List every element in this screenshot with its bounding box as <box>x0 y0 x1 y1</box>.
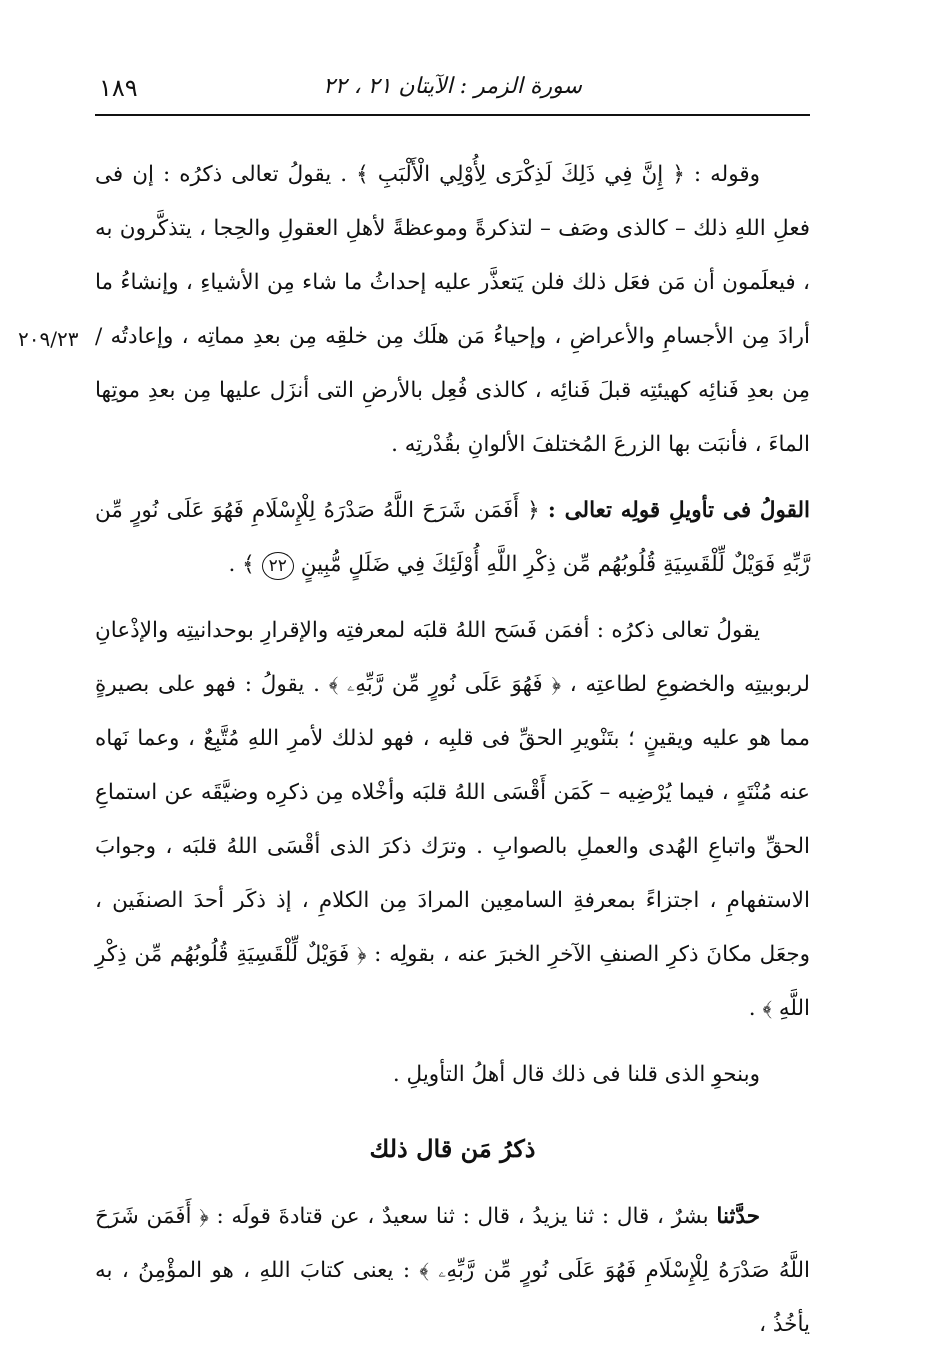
tafsir-heading-lead: القولُ فى تأويلِ قولِه تعالى : <box>547 498 810 523</box>
isnad-lead: حدَّثنا <box>716 1204 760 1229</box>
paragraph-4: وبنحوِ الذى قلنا فى ذلك قال أهلُ التأويلِ . <box>392 1062 760 1087</box>
ayah-number-mark: ٢٢ <box>262 552 294 580</box>
paragraph-3: يقولُ تعالى ذكرُه : أفمَن فَسَح اللهُ قلبَه لمعرفتِه والإقرارِ بوحدانيتِه والإذْعانِ لربوبيتِه والخضوعِ لطاعتِه ، ﴿ فَهُوَ عَلَى نُورٍ مِّن رَّبِّهِۦ ﴾ . يقولُ : فهو على بصيرةٍ مما هو عليه ويقينٍ ؛ بتَنْويرِ الحقِّ فى قلبِه ، فهو لذلك لأمرِ اللهِ مُتَّبِعٌ ، وعما نَهاه عنه مُنْتَهٍ ، فيما يُرْضِيه – كَمَن أَقْسَى اللهُ قلبَه وأخْلاه مِن ذكرِه وضيَّقَه عن استماعِ الحقِّ واتباعِ الهُدى والعملِ بالصوابِ . وترَك ذكرَ الذى أقْسَى اللهُ قلبَه ، وجوابَ الاستفهامِ ، اجتزاءً بمعرفةِ السامعِين المرادَ مِن الكلامِ ، إذ ذكَر أحدَ الصنفَين ، وجعَل مكانَ ذكرِ الصنفِ الآخرِ الخبرَ عنه ، بقولِه : ﴿ فَوَيْلٌ لِّلْقَسِيَةِ قُلُوبُهُم مِّن ذِكْرِ اللَّهِ ﴾ . <box>95 618 810 1021</box>
body-text <box>95 148 810 1364</box>
quran-verse: ﴿ أَفَمَن شَرَحَ اللَّهُ صَدْرَهُ لِلْإِسْلَامِ فَهُوَ عَلَى نُورٍ مِّن رَّبِّهِ فَوَيْلٌ لِّلْقَسِيَةِ قُلُوبُهُم مِّن ذِكْرِ اللَّهِ أُوْلَئِكَ فِي ضَلَلٍ مُّبِينٍ <box>95 498 810 577</box>
verse-end: ﴾ . <box>228 552 255 577</box>
isnad-text: بشرٌ ، قال : ثنا يزيدُ ، قال : ثنا سعيدٌ ، عن قتادةَ قولَه : ﴿ أَفَمَن شَرَحَ اللَّهُ صَدْرَهُ لِلْإِسْلَامِ فَهُوَ عَلَى نُورٍ مِّن رَّبِّهِۦ ﴾ : يعنى كتابَ اللهِ ، هو المؤْمِنُ ، به يأخُذُ ، <box>95 1204 810 1337</box>
page-header <box>95 70 810 116</box>
section-heading: ذكرُ مَن قال ذلك <box>369 1134 536 1163</box>
paragraph-2 <box>95 484 810 592</box>
paragraph-1: وقوله : ﴿ إِنَّ فِي ذَلِكَ لَذِكْرَى لِأُوْلِي الْأَلْبَبِ ﴾ . يقولُ تعالى ذكرُه : إن فى فعلِ اللهِ ذلك – كالذى وصَف – لتذكرةً وموعظةً لأهلِ العقولِ والحِجا ، يتذكَّرون به ، فيعلَمون أن مَن فعَل ذلك فلن يَتعذَّر عليه إحداثُ ما شاء مِن الأشياءِ ، وإنشاءُ ما أرادَ مِن الأجسامِ والأعراضِ ، وإحياءُ مَن هلَك مِن خلقِه مِن بعدِ مماتِه ، وإعادتُه / مِن بعدِ فَنائِه كهيئتِه قبلَ فَنائِه ، كالذى فُعِل بالأرضِ التى أنزَل عليها مِن بعدِ موتِها الماءَ ، فأنبَت بها الزرعَ المُختلفَ الألوانِ بقُدْرتِه . <box>95 162 810 457</box>
paragraph-5 <box>95 1190 810 1352</box>
running-title: سورة الزمر : الآيتان ٢١ ، ٢٢ <box>323 74 582 99</box>
page-number: ١٨٩ <box>99 74 138 102</box>
margin-reference: ٢٠٩/٢٣ <box>18 327 79 351</box>
